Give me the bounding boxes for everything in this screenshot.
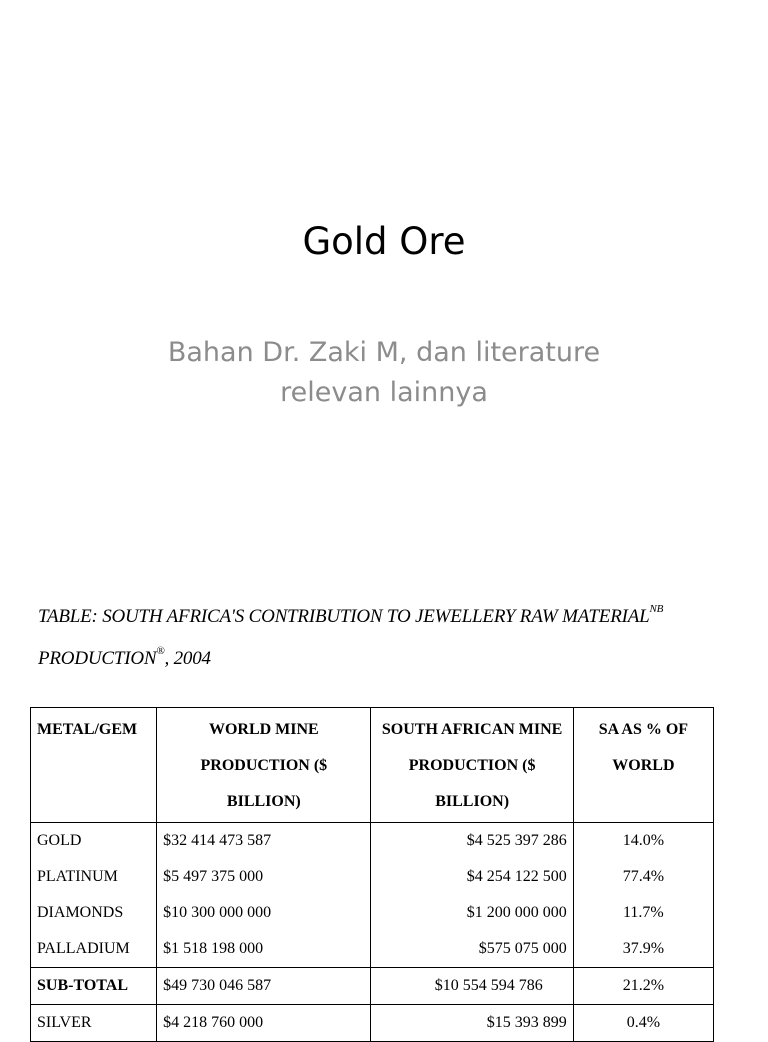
cell-sa: $575 075 000 <box>371 931 573 968</box>
table-header-row <box>31 708 714 823</box>
caption-text-2-rest: , 2004 <box>164 648 211 669</box>
subtitle-line-1: Bahan Dr. Zaki M, dan literature <box>167 337 601 368</box>
cell-name: GOLD <box>31 823 157 860</box>
cell-pct: 37.9% <box>573 931 713 968</box>
cell-sa: $4 525 397 286 <box>371 823 573 860</box>
header-sa-percent: SA AS % OF WORLD <box>573 708 713 823</box>
cell-world: $4 218 760 000 <box>157 1005 371 1042</box>
cell-world: $32 414 473 587 <box>157 823 371 860</box>
cell-pct: 0.4% <box>573 1005 713 1042</box>
cell-pct: 77.4% <box>573 859 713 895</box>
table-row <box>31 931 714 968</box>
cell-pct: 11.7% <box>573 895 713 931</box>
caption-text-2: PRODUCTION <box>38 648 157 669</box>
table-caption-line-1 <box>38 603 738 628</box>
cell-world: $10 300 000 000 <box>157 895 371 931</box>
caption-sup-1: NB <box>649 603 664 615</box>
cell-world: $49 730 046 587 <box>157 968 371 1005</box>
subtotal-row <box>31 968 714 1005</box>
cell-sa: $15 393 899 <box>371 1005 573 1042</box>
table-row <box>31 859 714 895</box>
cell-pct: 21.2% <box>573 968 713 1005</box>
slide-subtitle <box>0 333 768 413</box>
cell-world: $1 518 198 000 <box>157 931 371 968</box>
cell-name: SUB-TOTAL <box>31 968 157 1005</box>
caption-sup-2: ® <box>156 645 165 657</box>
cell-name: SILVER <box>31 1005 157 1042</box>
header-sa-production: SOUTH AFRICAN MINE PRODUCTION ($ BILLION) <box>371 708 573 823</box>
cell-name: DIAMONDS <box>31 895 157 931</box>
table-row <box>31 823 714 860</box>
table-row <box>31 895 714 931</box>
cell-sa: $4 254 122 500 <box>371 859 573 895</box>
cell-name: PLATINUM <box>31 859 157 895</box>
slide-title: Gold Ore <box>302 220 466 263</box>
caption-text-1: TABLE: SOUTH AFRICA'S CONTRIBUTION TO JEWELLERY RAW MATERIAL <box>38 606 650 627</box>
header-metal-gem: METAL/GEM <box>31 708 157 823</box>
cell-pct: 14.0% <box>573 823 713 860</box>
header-world-production: WORLD MINE PRODUCTION ($ BILLION) <box>157 708 371 823</box>
cell-world: $5 497 375 000 <box>157 859 371 895</box>
table-caption-line-2 <box>38 645 738 670</box>
table-row <box>31 1005 714 1042</box>
cell-name: PALLADIUM <box>31 931 157 968</box>
production-table <box>30 707 714 1042</box>
cell-sa: $10 554 594 786 <box>371 968 573 1005</box>
cell-sa: $1 200 000 000 <box>371 895 573 931</box>
subtitle-line-2: relevan lainnya <box>280 377 488 408</box>
